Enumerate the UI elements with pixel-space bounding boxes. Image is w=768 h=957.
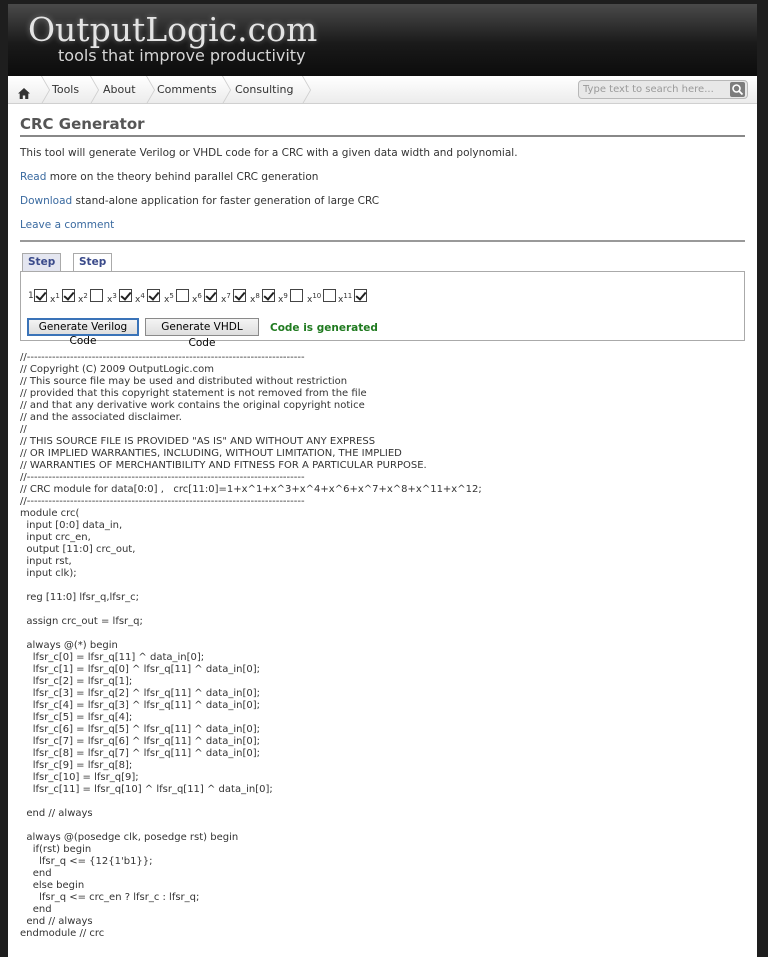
- code-line: [20, 796, 745, 808]
- code-line: //-----------------------------------------------------------------------------: [20, 496, 305, 507]
- code-line: output [11:0] crc_out,: [20, 544, 136, 555]
- code-line: lfsr_q <= crc_en ? lfsr_c : lfsr_q;: [20, 892, 200, 903]
- site-title[interactable]: OutputLogic.com: [28, 10, 318, 49]
- polynomial-term-label: [307, 288, 321, 308]
- term-base: x: [164, 295, 170, 305]
- polynomial-term-checkbox[interactable]: [354, 289, 367, 302]
- code-line: lfsr_c[4] = lfsr_q[3] ^ lfsr_q[11] ^ data_in[0];: [20, 700, 261, 711]
- polynomial-term-checkbox[interactable]: [204, 289, 217, 302]
- polynomial-term-label: [250, 288, 260, 308]
- term-exponent: 9: [283, 292, 288, 300]
- code-line: // THIS SOURCE FILE IS PROVIDED "AS IS" AND WITHOUT ANY EXPRESS: [20, 436, 376, 447]
- polynomial-term-label: [50, 288, 60, 308]
- code-line: always @(posedge clk, posedge rst) begin: [20, 832, 239, 843]
- site-tagline: tools that improve productivity: [58, 46, 306, 65]
- code-line: end: [20, 868, 52, 879]
- code-line: endmodule // crc: [20, 928, 105, 939]
- term-exponent: 4: [140, 292, 145, 300]
- polynomial-term-checkbox[interactable]: [90, 289, 103, 302]
- polynomial-term-checkbox[interactable]: [176, 289, 189, 302]
- download-line-text: stand-alone application for faster generation of large CRC: [72, 195, 380, 207]
- term-base: x: [78, 295, 84, 305]
- term-exponent: 8: [255, 292, 260, 300]
- code-line: // OR IMPLIED WARRANTIES, INCLUDING, WITHOUT LIMITATION, THE IMPLIED: [20, 448, 402, 459]
- polynomial-term-checkbox[interactable]: [62, 289, 75, 302]
- polynomial-term-label: [78, 288, 88, 308]
- polynomial-term-label: [192, 288, 202, 308]
- download-line: [20, 195, 379, 207]
- title-divider: [20, 135, 745, 137]
- term-base: x: [221, 295, 227, 305]
- code-line: input [0:0] data_in,: [20, 520, 123, 531]
- intro-text: This tool will generate Verilog or VHDL code for a CRC with a given data width and polynomial.: [20, 147, 518, 159]
- code-line: always @(*) begin: [20, 640, 118, 651]
- nav-separator: [146, 76, 156, 104]
- code-line: lfsr_c[9] = lfsr_q[8];: [20, 760, 133, 771]
- code-line: [20, 628, 745, 640]
- code-line: input crc_en,: [20, 532, 91, 543]
- nav-separator: [302, 76, 312, 104]
- term-exponent: 3: [112, 292, 117, 300]
- leave-comment-link[interactable]: Leave a comment: [20, 219, 115, 231]
- code-line: input rst,: [20, 556, 72, 567]
- code-line: // This source file may be used and distributed without restriction: [20, 376, 348, 387]
- read-link[interactable]: Read: [20, 171, 47, 183]
- code-line: [20, 580, 745, 592]
- code-line: // and the associated disclaimer.: [20, 412, 182, 423]
- code-line: end // always: [20, 916, 93, 927]
- code-line: lfsr_c[5] = lfsr_q[4];: [20, 712, 133, 723]
- code-line: lfsr_c[7] = lfsr_q[6] ^ lfsr_q[11] ^ data_in[0];: [20, 736, 261, 747]
- nav-separator: [90, 76, 100, 104]
- polynomial-term-label: [278, 288, 288, 308]
- polynomial-term-checkbox[interactable]: [323, 289, 336, 302]
- read-line-text: more on the theory behind parallel CRC generation: [46, 171, 319, 183]
- read-line: [20, 171, 318, 183]
- code-line: end // always: [20, 808, 93, 819]
- term-exponent: 11: [343, 292, 353, 300]
- generated-code[interactable]: [20, 352, 745, 947]
- term-base: x: [307, 295, 313, 305]
- section-divider: [20, 240, 745, 242]
- code-line: //: [20, 424, 27, 435]
- code-line: // provided that this copyright statement is not removed from the file: [20, 388, 367, 399]
- code-line: // WARRANTIES OF MERCHANTIBILITY AND FITNESS FOR A PARTICULAR PURPOSE.: [20, 460, 427, 471]
- term-base: x: [250, 295, 256, 305]
- polynomial-term-label: [221, 288, 231, 308]
- code-line: lfsr_c[1] = lfsr_q[0] ^ lfsr_q[11] ^ data_in[0];: [20, 664, 261, 675]
- term-base: x: [107, 295, 113, 305]
- polynomial-term-checkbox[interactable]: [147, 289, 160, 302]
- code-line: lfsr_c[3] = lfsr_q[2] ^ lfsr_q[11] ^ data_in[0];: [20, 688, 261, 699]
- code-line: lfsr_c[11] = lfsr_q[10] ^ lfsr_q[11] ^ data_in[0];: [20, 784, 273, 795]
- search-icon[interactable]: [730, 82, 745, 97]
- code-line: // CRC module for data[0:0] , crc[11:0]=1+x^1+x^3+x^4+x^6+x^7+x^8+x^11+x^12;: [20, 484, 482, 495]
- polynomial-term-checkbox[interactable]: [233, 289, 246, 302]
- code-line: //-----------------------------------------------------------------------------: [20, 352, 305, 363]
- code-line: lfsr_c[0] = lfsr_q[11] ^ data_in[0];: [20, 652, 205, 663]
- polynomial-term-label: [164, 288, 174, 308]
- search-input[interactable]: [583, 83, 723, 96]
- code-line: input clk);: [20, 568, 77, 579]
- nav-separator: [41, 76, 51, 104]
- polynomial-term-checkbox[interactable]: [290, 289, 303, 302]
- polynomial-term-checkbox[interactable]: [34, 289, 47, 302]
- term-base: x: [50, 295, 56, 305]
- term-exponent: 6: [197, 292, 202, 300]
- polynomial-term-checkbox[interactable]: [119, 289, 132, 302]
- term-exponent: 1: [55, 292, 60, 300]
- code-line: lfsr_c[2] = lfsr_q[1];: [20, 676, 133, 687]
- code-line: // Copyright (C) 2009 OutputLogic.com: [20, 364, 214, 375]
- code-line: module crc(: [20, 508, 80, 519]
- tab-step-2[interactable]: Step: [73, 253, 112, 273]
- nav-item-tools[interactable]: Tools: [52, 83, 80, 96]
- code-line: lfsr_q <= {12{1'b1}};: [20, 856, 153, 867]
- term-exponent: 7: [226, 292, 231, 300]
- generate-vhdl-button[interactable]: Generate VHDL Code: [145, 318, 259, 336]
- polynomial-term-label: [28, 288, 34, 304]
- code-line: lfsr_c[6] = lfsr_q[5] ^ lfsr_q[11] ^ data_in[0];: [20, 724, 261, 735]
- code-line: end: [20, 904, 52, 915]
- code-line: lfsr_c[10] = lfsr_q[9];: [20, 772, 139, 783]
- download-link[interactable]: Download: [20, 195, 73, 207]
- polynomial-term-label: [107, 288, 117, 308]
- step-2-panel: [20, 271, 745, 349]
- code-line: if(rst) begin: [20, 844, 92, 855]
- code-line: //-----------------------------------------------------------------------------: [20, 472, 305, 483]
- status-message: Code is generated: [270, 322, 378, 334]
- term-base: x: [278, 295, 284, 305]
- term-exponent: 5: [169, 292, 174, 300]
- site-header: [8, 4, 757, 76]
- code-line: [20, 604, 745, 616]
- generate-verilog-button[interactable]: Generate Verilog Code: [27, 318, 139, 336]
- nav-bar: [8, 76, 757, 104]
- term-base: 1: [28, 291, 34, 301]
- nav-separator: [222, 76, 232, 104]
- page: [8, 4, 757, 957]
- term-base: x: [338, 295, 344, 305]
- tab-step-1[interactable]: Step: [22, 253, 61, 272]
- code-line: else begin: [20, 880, 85, 891]
- code-line: reg [11:0] lfsr_q,lfsr_c;: [20, 592, 139, 603]
- polynomial-term-label: [338, 288, 352, 308]
- code-line: lfsr_c[8] = lfsr_q[7] ^ lfsr_q[11] ^ data_in[0];: [20, 748, 261, 759]
- search-box: [578, 80, 748, 99]
- nav-item-about[interactable]: About: [103, 83, 136, 96]
- term-base: x: [192, 295, 198, 305]
- polynomial-term-checkbox[interactable]: [262, 289, 275, 302]
- home-icon[interactable]: [18, 84, 30, 103]
- code-line: [20, 820, 745, 832]
- term-exponent: 2: [83, 292, 88, 300]
- page-title: CRC Generator: [20, 115, 145, 133]
- term-base: x: [135, 295, 141, 305]
- nav-item-consulting[interactable]: Consulting: [235, 83, 294, 96]
- polynomial-term-label: [135, 288, 145, 308]
- term-exponent: 10: [312, 292, 322, 300]
- code-line: assign crc_out = lfsr_q;: [20, 616, 143, 627]
- code-line: // and that any derivative work contains the original copyright notice: [20, 400, 365, 411]
- nav-item-comments[interactable]: Comments: [157, 83, 217, 96]
